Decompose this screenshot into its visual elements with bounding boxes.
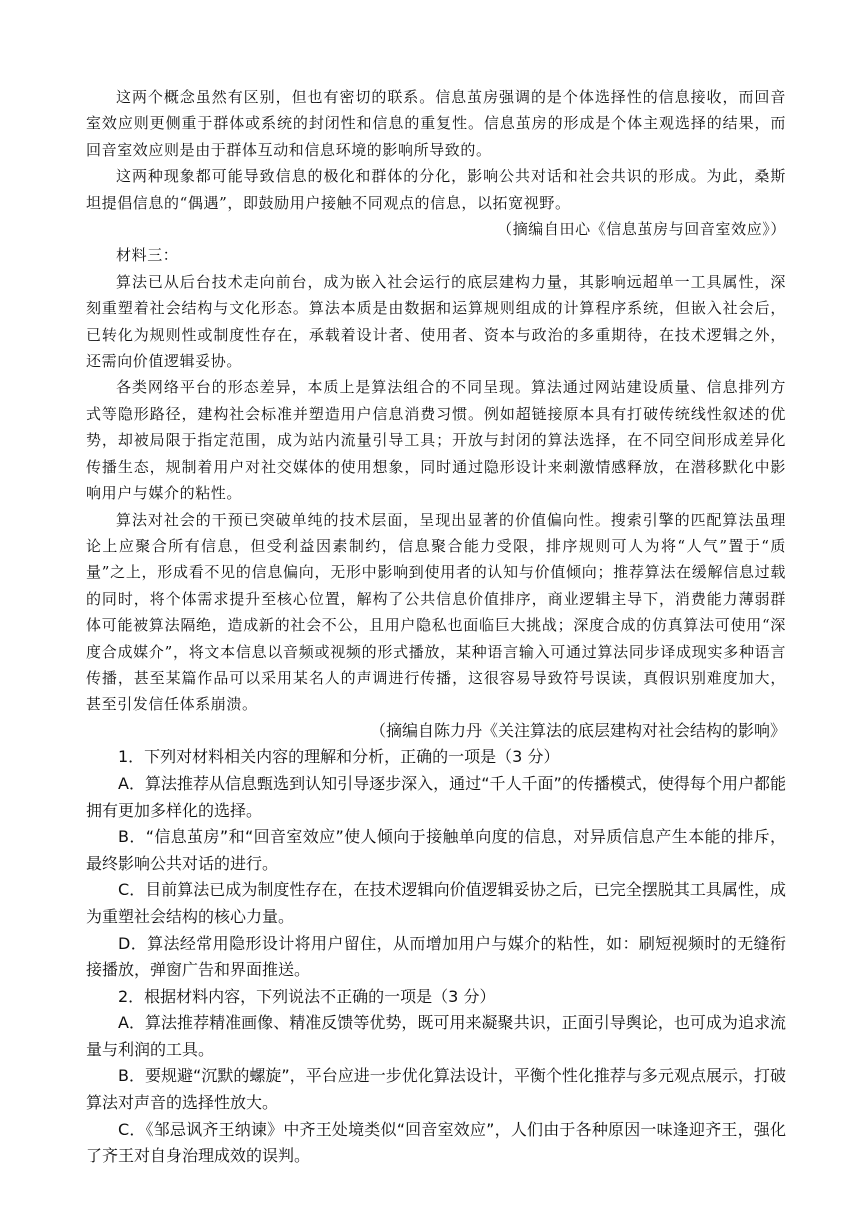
option-c: C．目前算法已成为制度性存在，在技术逻辑向价值逻辑妥协之后，已完全摆脱其工具属性，成为重塑社会结构的核心力量。: [86, 880, 786, 926]
source-citation: （摘编自陈力丹《关注算法的底层建构对社会结构的影响》: [369, 720, 786, 740]
question-1: [86, 744, 786, 983]
document-page: [86, 84, 786, 1170]
option-c: C．《邹忌讽齐王纳谏》中齐王处境类似“回音室效应”，人们由于各种原因一味逢迎齐王，强化了齐王对自身治理成效的误判。: [86, 1119, 786, 1166]
option-b: B．要规避“沉默的螺旋”，平台应进一步优化算法设计，平衡个性化推荐与多元观点展示，打破算法对声音的选择性放大。: [86, 1066, 786, 1113]
paragraph: 这两种现象都可能导致信息的极化和群体的分化，影响公共对话和社会共识的形成。为此，桑斯坦提倡信息的“偶遇”，即鼓励用户接触不同观点的信息，以拓宽视野。: [86, 167, 786, 212]
paragraph: 这两个概念虽然有区别，但也有密切的联系。信息茧房强调的是个体选择性的信息接收，而回音室效应则更侧重于群体或系统的封闭性和信息的重复性。信息茧房的形成是个体主观选择的结果，而回音室效应则是由于群体互动和信息环境的影响所导致的。: [86, 88, 786, 159]
material-label: 材料三：: [116, 246, 179, 265]
option-b: B．“信息茧房”和“回音室效应”使人倾向于接触单向度的信息，对异质信息产生本能的排斥，最终影响公共对话的进行。: [86, 827, 786, 873]
question-2: [86, 984, 786, 1170]
question-stem: 1．下列对材料相关内容的理解和分析，正确的一项是（3 分）: [118, 747, 560, 767]
question-stem: 2．根据材料内容，下列说法不正确的一项是（3 分）: [118, 986, 496, 1006]
option-a: A．算法推荐从信息甄选到认知引导逐步深入，通过“千人千面”的传播模式，使得每个用户都能拥有更加多样化的选择。: [86, 773, 786, 820]
paragraph: 算法对社会的干预已突破单纯的技术层面，呈现出显著的价值偏向性。搜索引擎的匹配算法虽理论上应聚合所有信息，但受利益因素制约，信息聚合能力受限，排序规则可人为将“人气”置于“质量”之上，形成看不见的信息偏向，无形中影响到使用者的认知与价值倾向；推荐算法在缓解信息过载的同时，将个体需求提升至核心位置，解构了公共信息价值排序，商业逻辑主导下，消费能力薄弱群体可能被算法隔绝，造成新的社会不公，且用户隐私也面临巨大挑战；深度合成的仿真算法可使用“深度合成媒介”，将文本信息以音频或视频的形式播放，某种语言输入可通过算法同步译成现实多种语言传播，甚至某篇作品可以采用某名人的声调进行传播，这很容易导致符号误读，真假识别难度加大，甚至引发信任体系崩溃。: [86, 510, 786, 714]
material-three-section: [86, 242, 786, 744]
material-two-section: [86, 84, 786, 242]
source-citation: （摘编自田心《信息茧房与回音室效应》）: [497, 220, 786, 239]
option-a: A．算法推荐精准画像、精准反馈等优势，既可用来凝聚共识，正面引导舆论，也可成为追求流量与利润的工具。: [86, 1013, 786, 1059]
option-d: D．算法经常用隐形设计将用户留住，从而增加用户与媒介的粘性，如：刷短视频时的无缝衔接播放，弹窗广告和界面推送。: [86, 933, 786, 980]
paragraph: 各类网络平台的形态差异，本质上是算法组合的不同呈现。算法通过网站建设质量、信息排列方式等隐形路径，建构社会标准并塑造用户信息消费习惯。例如超链接原本具有打破传统线性叙述的优势，却被局限于指定范围，成为站内流量引导工具；开放与封闭的算法选择，在不同空间形成差异化传播生态，规制着用户对社交媒体的使用想象，同时通过隐形设计来刺激情感释放，在潜移默化中影响用户与媒介的粘性。: [86, 378, 786, 503]
paragraph: 算法已从后台技术走向前台，成为嵌入社会运行的底层建构力量，其影响远超单一工具属性，深刻重塑着社会结构与文化形态。算法本质是由数据和运算规则组成的计算程序系统，但嵌入社会后，已转化为规则性或制度性存在，承载着设计者、使用者、资本与政治的多重期待，在技术逻辑之外，还需向价值逻辑妥协。: [86, 272, 786, 371]
